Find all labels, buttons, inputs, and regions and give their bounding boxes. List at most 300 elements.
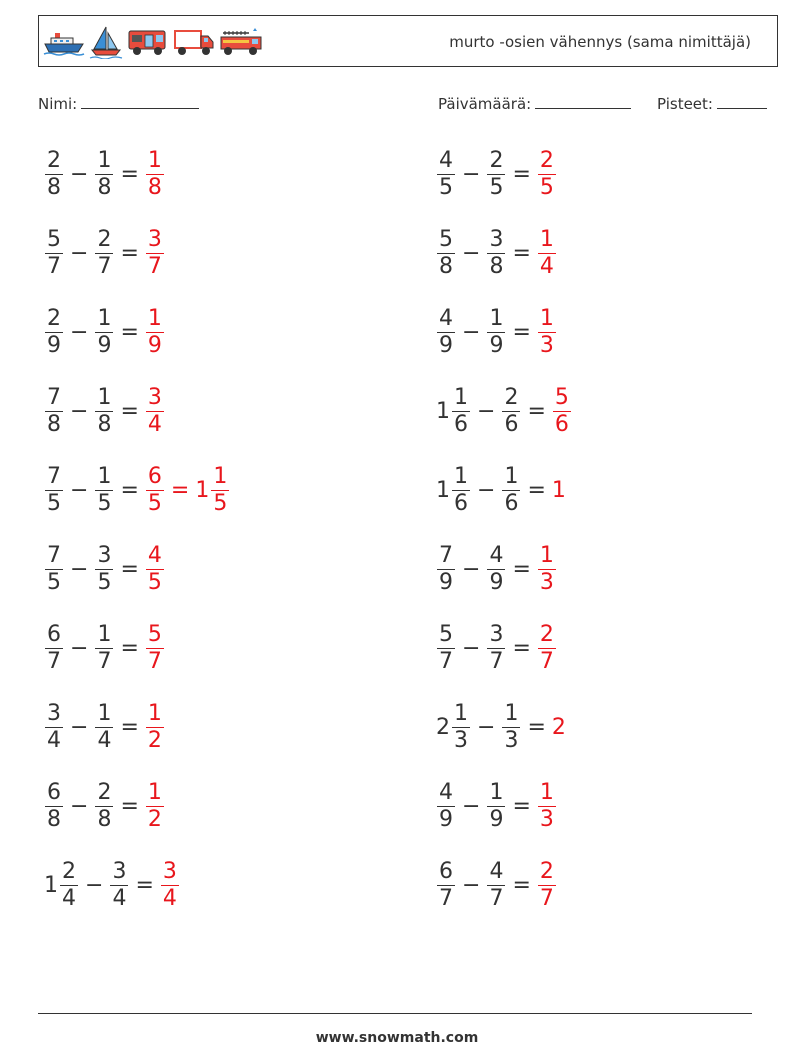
fraction [487, 542, 505, 595]
fraction [146, 700, 164, 753]
fraction [502, 463, 520, 516]
problem-1 [44, 144, 165, 204]
denominator: 6 [454, 490, 468, 516]
numerator: 2 [539, 147, 554, 173]
fraction [146, 779, 164, 832]
fraction-term [94, 226, 114, 279]
numerator: 1 [147, 779, 162, 805]
denominator: 9 [439, 569, 453, 595]
denominator: 6 [504, 490, 519, 516]
problem-3 [44, 223, 165, 283]
numerator: 3 [112, 858, 127, 884]
problem-18 [436, 776, 557, 836]
equals-sign: = [512, 161, 531, 187]
numerator: 2 [539, 858, 554, 884]
fraction-term [94, 700, 114, 753]
denominator: 7 [47, 253, 61, 279]
fraction-term [145, 542, 165, 595]
fraction [45, 463, 63, 516]
minus-sign: − [70, 793, 89, 819]
numerator: 1 [489, 305, 504, 331]
fraction-term [44, 542, 64, 595]
fraction-term [486, 305, 506, 358]
denominator: 4 [162, 885, 177, 911]
fraction-term [44, 463, 64, 516]
minus-sign: − [70, 556, 89, 582]
fraction-term [436, 700, 471, 753]
denominator: 4 [47, 727, 61, 753]
fraction-term [552, 715, 567, 740]
numerator: 1 [97, 621, 112, 647]
denominator: 8 [97, 174, 112, 200]
fraction [538, 305, 556, 358]
minus-sign: − [85, 872, 104, 898]
minus-sign: − [462, 556, 481, 582]
score-blank[interactable] [717, 94, 767, 109]
numerator: 1 [97, 700, 112, 726]
numerator: 1 [504, 700, 519, 726]
denominator: 6 [554, 411, 569, 437]
fraction-term [486, 621, 506, 674]
denominator: 9 [97, 332, 112, 358]
numerator: 1 [454, 700, 468, 726]
denominator: 5 [97, 490, 112, 516]
numerator: 1 [454, 463, 468, 489]
denominator: 5 [147, 490, 162, 516]
numerator: 5 [554, 384, 569, 410]
fraction [95, 779, 113, 832]
numerator: 6 [47, 779, 61, 805]
fraction [45, 384, 63, 437]
minus-sign: − [70, 161, 89, 187]
numerator: 4 [489, 858, 504, 884]
fraction [45, 226, 63, 279]
ship-icon [43, 27, 85, 57]
denominator: 9 [489, 806, 504, 832]
denominator: 9 [489, 332, 504, 358]
numerator: 1 [489, 779, 504, 805]
header-icons [43, 24, 263, 60]
numerator: 1 [97, 384, 112, 410]
numerator: 7 [47, 384, 61, 410]
denominator: 9 [439, 806, 453, 832]
problem-11 [44, 539, 165, 599]
problem-10 [436, 460, 567, 520]
fraction [452, 700, 470, 753]
numerator: 2 [97, 226, 112, 252]
numerator: 6 [439, 858, 453, 884]
denominator: 3 [539, 806, 554, 832]
equals-sign: = [120, 635, 139, 661]
fraction [538, 779, 556, 832]
denominator: 4 [97, 727, 112, 753]
equals-sign: = [120, 793, 139, 819]
fraction [437, 226, 455, 279]
numerator: 1 [539, 779, 554, 805]
fraction-term [44, 621, 64, 674]
problem-15 [44, 697, 165, 757]
fraction [538, 858, 556, 911]
equals-sign: = [527, 477, 546, 503]
denominator: 5 [489, 174, 504, 200]
denominator: 2 [147, 727, 162, 753]
numerator: 2 [97, 779, 112, 805]
denominator: 8 [97, 806, 112, 832]
fraction-term [436, 779, 456, 832]
denominator: 3 [539, 569, 554, 595]
numerator: 1 [97, 305, 112, 331]
fraction [502, 700, 520, 753]
fraction-term [94, 384, 114, 437]
fraction [487, 779, 505, 832]
fraction [538, 226, 556, 279]
worksheet-title: murto -osien vähennys (sama nimittäjä) [449, 33, 751, 51]
problem-13 [44, 618, 165, 678]
fraction [437, 621, 455, 674]
fraction [487, 858, 505, 911]
problem-19 [44, 855, 180, 915]
equals-sign: = [120, 240, 139, 266]
fraction-term [94, 779, 114, 832]
numerator: 1 [213, 463, 228, 489]
fraction-term [145, 779, 165, 832]
numerator: 7 [47, 542, 61, 568]
numerator: 1 [539, 226, 554, 252]
denominator: 5 [47, 569, 61, 595]
fraction [452, 384, 470, 437]
fraction [211, 463, 229, 516]
fraction [146, 226, 164, 279]
minus-sign: − [70, 714, 89, 740]
denominator: 5 [147, 569, 162, 595]
numerator: 2 [47, 305, 61, 331]
numerator: 3 [97, 542, 112, 568]
problem-17 [44, 776, 165, 836]
problem-7 [44, 381, 165, 441]
equals-sign: = [527, 398, 546, 424]
minus-sign: − [70, 240, 89, 266]
footer-url: www.snowmath.com [315, 1030, 479, 1046]
denominator: 5 [539, 174, 554, 200]
fraction [553, 384, 571, 437]
denominator: 8 [97, 411, 112, 437]
name-field [38, 94, 199, 113]
fraction-term [94, 147, 114, 200]
fraction [487, 305, 505, 358]
numerator: 1 [454, 384, 468, 410]
fraction-term [145, 621, 165, 674]
date-field [438, 94, 631, 113]
denominator: 7 [539, 648, 554, 674]
whole-number: 1 [195, 477, 210, 503]
equals-sign: = [512, 319, 531, 345]
camper-van-icon [127, 27, 169, 57]
fraction [437, 858, 455, 911]
fraction [146, 463, 164, 516]
numerator: 1 [147, 147, 162, 173]
numerator: 2 [47, 147, 61, 173]
denominator: 7 [147, 648, 162, 674]
denominator: 6 [504, 411, 519, 437]
fraction [487, 147, 505, 200]
denominator: 5 [439, 174, 453, 200]
whole-number: 2 [436, 714, 450, 740]
date-blank[interactable] [535, 94, 631, 109]
equals-sign: = [512, 240, 531, 266]
fraction-term [145, 700, 165, 753]
numerator: 7 [47, 463, 61, 489]
denominator: 7 [439, 648, 453, 674]
fraction-term [109, 858, 129, 911]
equals-sign: = [527, 714, 546, 740]
minus-sign: − [462, 161, 481, 187]
equals-sign: = [120, 398, 139, 424]
fraction [95, 542, 113, 595]
problem-9 [44, 460, 230, 520]
fraction [45, 305, 63, 358]
whole-number: 1 [44, 872, 58, 898]
fraction-term [537, 779, 557, 832]
equals-sign: = [120, 556, 139, 582]
equals-sign: = [135, 872, 154, 898]
numerator: 1 [147, 700, 162, 726]
fraction-term [537, 305, 557, 358]
fraction [487, 621, 505, 674]
fraction [161, 858, 179, 911]
whole-number: 1 [551, 477, 566, 503]
minus-sign: − [462, 240, 481, 266]
fraction [538, 621, 556, 674]
fraction-term [537, 621, 557, 674]
denominator: 4 [147, 411, 162, 437]
denominator: 8 [439, 253, 453, 279]
fraction [95, 305, 113, 358]
numerator: 3 [162, 858, 177, 884]
numerator: 2 [539, 621, 554, 647]
fraction-term [501, 463, 521, 516]
denominator: 8 [489, 253, 504, 279]
fraction [538, 542, 556, 595]
fraction [146, 147, 164, 200]
denominator: 3 [454, 727, 468, 753]
denominator: 8 [47, 411, 61, 437]
numerator: 3 [47, 700, 61, 726]
numerator: 6 [147, 463, 162, 489]
denominator: 9 [439, 332, 453, 358]
fraction-term [501, 384, 521, 437]
fraction-term [552, 478, 567, 503]
minus-sign: − [477, 398, 496, 424]
denominator: 9 [147, 332, 162, 358]
fraction-term [436, 305, 456, 358]
numerator: 1 [504, 463, 519, 489]
numerator: 1 [97, 147, 112, 173]
denominator: 4 [112, 885, 127, 911]
name-label: Nimi: [38, 95, 78, 113]
denominator: 7 [47, 648, 61, 674]
fraction-term [501, 700, 521, 753]
fraction-term [537, 147, 557, 200]
denominator: 7 [147, 253, 162, 279]
fire-truck-icon [219, 27, 263, 57]
problem-12 [436, 539, 557, 599]
fraction-term [436, 147, 456, 200]
fraction [437, 305, 455, 358]
fraction-term [44, 226, 64, 279]
sailboat-icon [89, 25, 123, 59]
fraction-term [436, 621, 456, 674]
name-blank[interactable] [81, 94, 199, 109]
denominator: 5 [47, 490, 61, 516]
fraction [95, 700, 113, 753]
fraction-term [436, 384, 471, 437]
fraction [60, 858, 78, 911]
denominator: 9 [47, 332, 61, 358]
equals-sign: = [120, 161, 139, 187]
fraction-term [436, 463, 471, 516]
numerator: 4 [489, 542, 504, 568]
equals-sign: = [512, 872, 531, 898]
denominator: 7 [97, 648, 112, 674]
numerator: 3 [147, 226, 162, 252]
denominator: 9 [489, 569, 504, 595]
fraction [538, 147, 556, 200]
fraction [502, 384, 520, 437]
fraction-term [486, 542, 506, 595]
fraction [45, 700, 63, 753]
fraction [95, 384, 113, 437]
denominator: 7 [539, 885, 554, 911]
fraction [437, 779, 455, 832]
fraction [45, 621, 63, 674]
numerator: 2 [489, 147, 504, 173]
fraction [437, 147, 455, 200]
problem-8 [436, 381, 572, 441]
problem-4 [436, 223, 557, 283]
numerator: 5 [147, 621, 162, 647]
fraction-term [94, 542, 114, 595]
numerator: 1 [147, 305, 162, 331]
fraction [95, 621, 113, 674]
numerator: 5 [47, 226, 61, 252]
numerator: 4 [439, 147, 453, 173]
numerator: 1 [539, 305, 554, 331]
equals-sign: = [120, 714, 139, 740]
minus-sign: − [462, 319, 481, 345]
problem-20 [436, 855, 557, 915]
fraction [45, 147, 63, 200]
minus-sign: − [70, 319, 89, 345]
fraction-term [486, 779, 506, 832]
minus-sign: − [477, 714, 496, 740]
fraction-term [145, 384, 165, 437]
fraction-term [44, 305, 64, 358]
fraction [95, 226, 113, 279]
truck-icon [173, 27, 215, 57]
denominator: 4 [539, 253, 554, 279]
fraction-term [145, 305, 165, 358]
fraction [146, 542, 164, 595]
numerator: 4 [147, 542, 162, 568]
numerator: 1 [97, 463, 112, 489]
footer-divider [38, 1013, 752, 1014]
problem-6 [436, 302, 557, 362]
score-field [657, 94, 767, 113]
fraction [45, 779, 63, 832]
minus-sign: − [477, 477, 496, 503]
fraction-term [486, 147, 506, 200]
minus-sign: − [70, 398, 89, 424]
score-label: Pisteet: [657, 95, 713, 113]
equals-sign: = [120, 319, 139, 345]
minus-sign: − [462, 635, 481, 661]
fraction-term [436, 858, 456, 911]
fraction-term [44, 700, 64, 753]
fraction-term [486, 226, 506, 279]
denominator: 8 [47, 806, 61, 832]
fraction [146, 384, 164, 437]
numerator: 1 [539, 542, 554, 568]
worksheet-header [38, 15, 778, 67]
denominator: 7 [489, 885, 504, 911]
minus-sign: − [462, 872, 481, 898]
denominator: 8 [147, 174, 162, 200]
numerator: 4 [439, 779, 453, 805]
equals-sign: = [120, 477, 139, 503]
fraction [146, 621, 164, 674]
denominator: 5 [97, 569, 112, 595]
denominator: 8 [47, 174, 61, 200]
fraction [95, 147, 113, 200]
minus-sign: − [70, 635, 89, 661]
fraction-term [44, 858, 79, 911]
numerator: 2 [504, 384, 519, 410]
fraction-term [44, 147, 64, 200]
fraction-term [44, 384, 64, 437]
numerator: 7 [439, 542, 453, 568]
fraction-term [537, 542, 557, 595]
fraction-term [552, 384, 572, 437]
numerator: 2 [62, 858, 76, 884]
numerator: 6 [47, 621, 61, 647]
denominator: 4 [62, 885, 76, 911]
minus-sign: − [462, 793, 481, 819]
equals-sign: = [512, 556, 531, 582]
fraction [437, 542, 455, 595]
fraction-term [145, 147, 165, 200]
fraction-term [145, 463, 165, 516]
problem-5 [44, 302, 165, 362]
equals-sign: = [512, 793, 531, 819]
date-label: Päivämäärä: [438, 95, 532, 113]
whole-number: 1 [436, 398, 450, 424]
denominator: 6 [454, 411, 468, 437]
fraction-term [436, 226, 456, 279]
numerator: 3 [489, 226, 504, 252]
problem-2 [436, 144, 557, 204]
fraction-term [195, 463, 230, 516]
problem-16 [436, 697, 567, 757]
numerator: 3 [147, 384, 162, 410]
fraction [45, 542, 63, 595]
fraction [452, 463, 470, 516]
denominator: 7 [489, 648, 504, 674]
numerator: 3 [489, 621, 504, 647]
fraction [146, 305, 164, 358]
fraction [110, 858, 128, 911]
numerator: 5 [439, 621, 453, 647]
fraction-term [160, 858, 180, 911]
